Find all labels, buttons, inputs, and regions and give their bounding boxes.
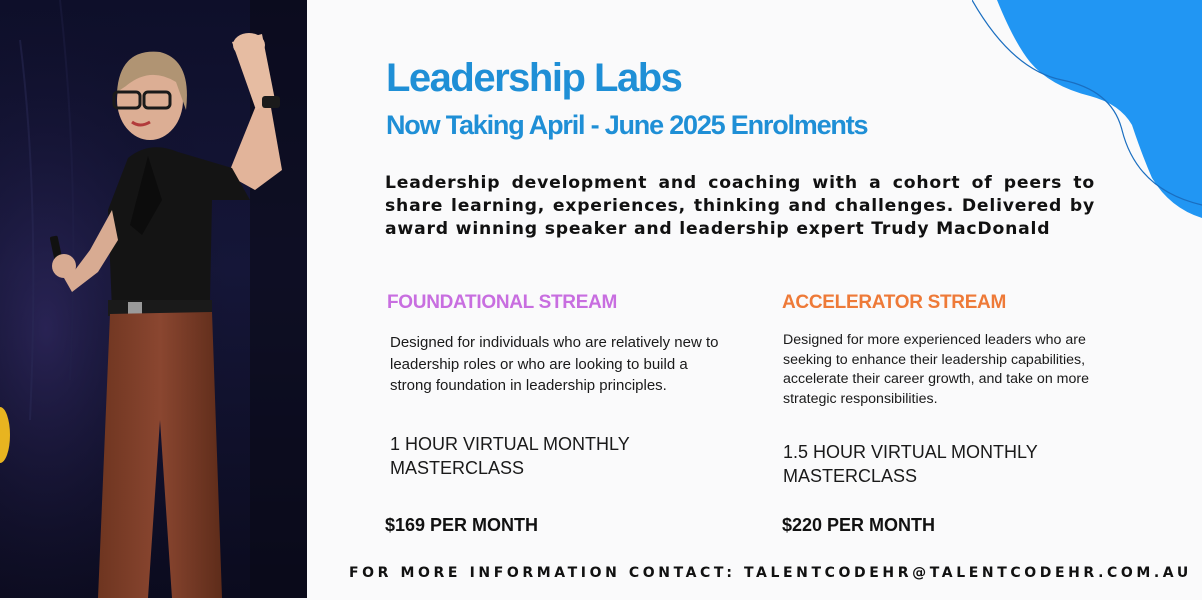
enrolment-subtitle: Now Taking April - June 2025 Enrolments <box>386 110 868 140</box>
foundational-stream-title: FOUNDATIONAL STREAM <box>387 292 618 313</box>
foundational-stream-price: $169 PER MONTH <box>385 515 539 535</box>
page-title: Leadership Labs <box>386 56 682 100</box>
foundational-stream-format: 1 HOUR VIRTUAL MONTHLY MASTERCLASS <box>390 434 630 478</box>
speaker-photo <box>0 0 307 598</box>
accelerator-stream-price: $220 PER MONTH <box>782 515 936 535</box>
intro-paragraph: Leadership development and coaching with a cohort of peers to share learning, experiences, thinking and challenges. Delivered by award winning speaker and leadership expert Trudy MacDonald <box>385 173 1095 239</box>
accelerator-stream-format: 1.5 HOUR VIRTUAL MONTHLY MASTERCLASS <box>783 442 1038 486</box>
foundational-stream-description: Designed for individuals who are relatively new to leadership roles or who are looking to build a strong foundation in leadership principles. <box>390 334 719 394</box>
contact-line: FOR MORE INFORMATION CONTACT: TALENTCODEHR@TALENTCODEHR.COM.AU <box>349 565 1192 581</box>
accelerator-stream-description: Designed for more experienced leaders who are seeking to enhance their leadership capabilities, accelerate their career growth, and take on more strategic responsibilities. <box>783 332 1089 407</box>
accelerator-stream-title: ACCELERATOR STREAM <box>782 292 1007 313</box>
speaker-illustration <box>0 0 307 598</box>
